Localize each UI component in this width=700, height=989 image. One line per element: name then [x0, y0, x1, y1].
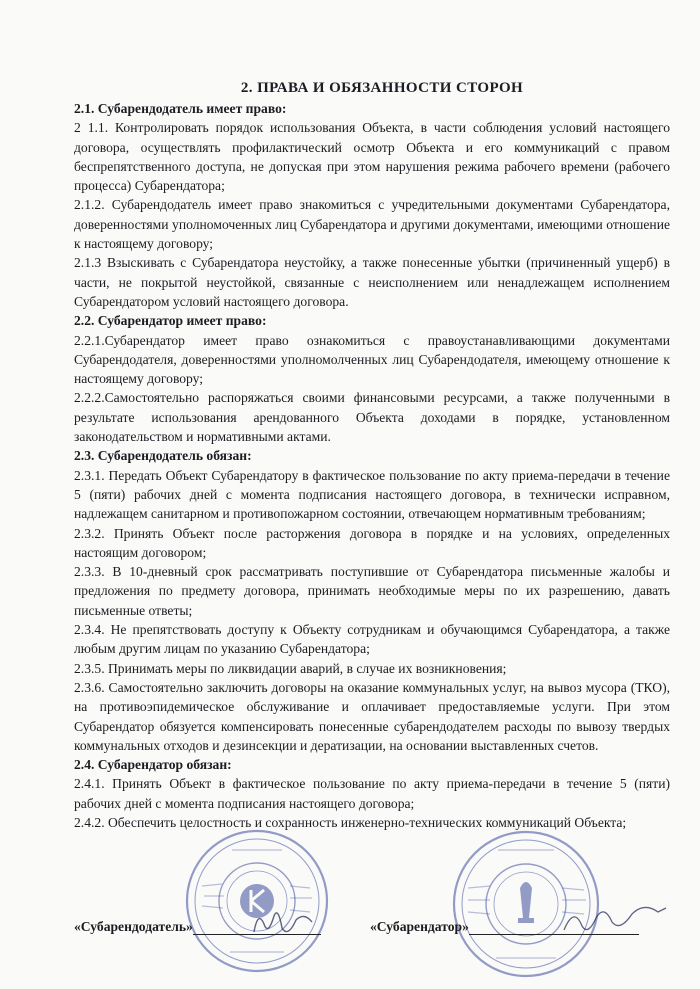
clause-2-3-1: 2.3.1. Передать Объект Субарендатору в фактическое пользование по акту приема-передачи в течение 5 (пяти) рабочих дней с момента подписания настоящего договора, в технически исправном, надлежащем санитарном и противопожарном состоянии, отвечающем нормативным требованиям;	[74, 467, 670, 522]
clause-2-4-2: 2.4.2. Обеспечить целостность и сохранность инженерно-технических коммуникаций Объекта;	[74, 814, 627, 830]
section-heading: 2.3. Субарендодатель обязан:	[74, 448, 252, 464]
document-body	[74, 78, 670, 832]
section-2-2	[74, 311, 670, 446]
section-2-3	[74, 446, 670, 755]
clause-2-1-1: 2 1.1. Контролировать порядок использования Объекта, в части соблюдения условий настоящего договора, осуществлять профилактический осмотр Объекта и его коммуникаций с правом беспрепятственного доступа, не допуская при этом нарушения режима рабочего времени (рабочего процесса) Субарендатора;	[74, 120, 670, 194]
section-2-1	[74, 99, 670, 311]
left-handwritten-signature	[248, 902, 318, 942]
clause-2-1-2: 2.1.2. Субарендодатель имеет право знакомиться с учредительными документами Субарендатора, доверенностями уполномоченных лиц Субарендатора и другими документами, имеющими отношение к настоящему договору;	[74, 197, 670, 252]
clause-2-3-4: 2.3.4. Не препятствовать доступу к Объекту сотрудникам и обучающимся Субарендатора, а также любым другим лицам по указанию Субарендатора;	[74, 622, 670, 657]
left-stamp-seal	[182, 826, 332, 976]
clause-2-2-1: 2.2.1.Субарендатор имеет право ознакомиться с правоустанавливающими документами Субарендодателя, доверенностями уполномолченных лиц Субарендодателя, имеющему отношение к настоящему договору;	[74, 332, 670, 387]
clause-2-3-3: 2.3.3. В 10-дневный срок рассматривать поступившие от Субарендатора письменные жалобы и предложения по предмету договора, принимать необходимые меры по их разрешению, давать письменные ответы;	[74, 564, 670, 618]
section-heading: 2.4. Субарендатор обязан:	[74, 757, 232, 773]
clause-2-3-6: 2.3.6. Самостоятельно заключить договоры на оказание коммунальных услуг, на вывоз мусора (ТКО), на противоэпидемическое обслуживание и оплачивает предоставляемые услуги. При этом Субарендатор обязуется компенсировать понесенные субарендодателем расходы по вывозу твердых коммунальных отходов и дезинсекции и дератизации, на основании выставленных счетов.	[74, 679, 670, 753]
clause-2-3-5: 2.3.5. Принимать меры по ликвидации аварий, в случае их возникновения;	[74, 660, 507, 676]
section-heading: 2.1. Субарендодатель имеет право:	[74, 101, 287, 116]
section-heading: 2.2. Субарендатор имеет право:	[74, 313, 267, 329]
clause-2-2-2: 2.2.2.Самостоятельно распоряжаться своими финансовыми ресурсами, а также полученными в результате использования арендованного Объекта доходами в порядке, установленном законодательством и нормативными актами.	[74, 390, 670, 445]
left-party-label: «Субарендодатель»	[74, 919, 193, 934]
right-stamp-torch-icon	[518, 882, 534, 923]
clause-2-4-1: 2.4.1. Принять Объект в фактическое пользование по акту приема-передачи в течение 5 (пяти) рабочих дней с момента подписания настоящего договора;	[74, 776, 670, 811]
clause-2-3-2: 2.3.2. Принять Объект после расторжения договора в порядке и на условиях, определенных настоящим договором;	[74, 525, 670, 560]
clause-2-1-3: 2.1.3 Взыскивать с Субарендатора неустойку, а также понесенные убытки (причиненный ущерб) в части, не покрытой неустойкой, связанные с неисполнением или ненадлежащем исполнением Субарендатором условий настоящего договора.	[74, 255, 670, 309]
right-party-label: «Субарендатор»	[370, 919, 469, 934]
right-handwritten-signature	[560, 896, 670, 940]
section-2-4	[74, 755, 670, 832]
section-title: 2. ПРАВА И ОБЯЗАННОСТИ СТОРОН	[240, 80, 524, 96]
